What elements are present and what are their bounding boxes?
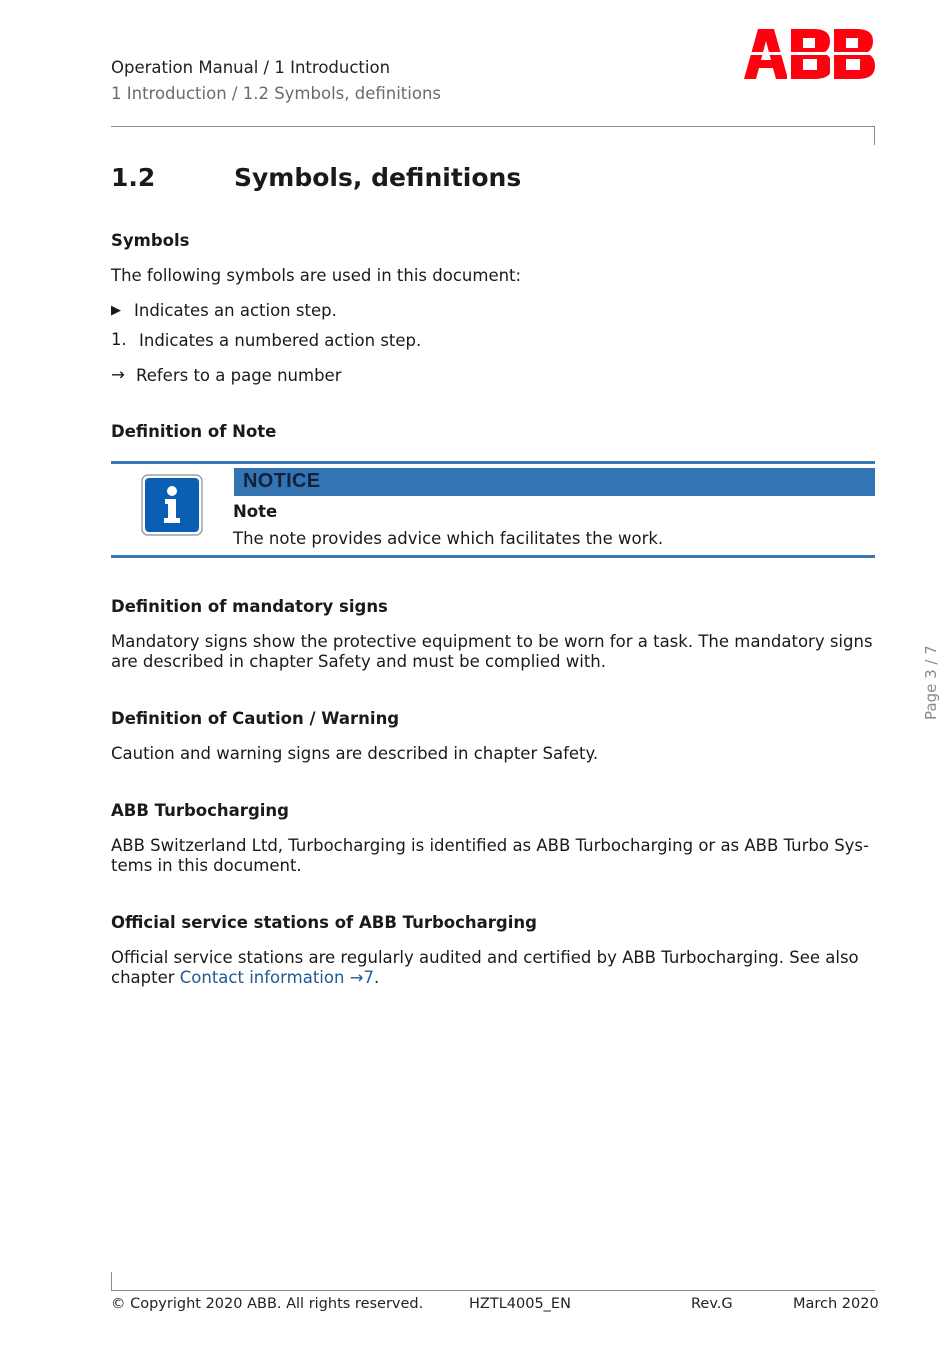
- header-breadcrumb-sub: 1 Introduction / 1.2 Symbols, definitions: [111, 84, 442, 103]
- footer-copyright: © Copyright 2020 ABB. All rights reserved.: [111, 1296, 424, 1312]
- turbo-text-line1: ABB Switzerland Ltd, Turbocharging is identified as ABB Turbocharging or as ABB Turbo Sys-: [111, 836, 869, 855]
- mandatory-text-line1: Mandatory signs show the protective equipment to be worn for a task. The mandatory signs: [111, 632, 873, 651]
- symbols-intro: The following symbols are used in this document:: [111, 266, 522, 285]
- service-text-prefix: chapter: [111, 968, 180, 987]
- action-step-icon: ▶: [111, 303, 121, 318]
- turbo-text-line2: tems in this document.: [111, 856, 302, 875]
- service-text-line2: [111, 967, 875, 988]
- section-title: Symbols, definitions: [234, 163, 522, 192]
- footer-revision: Rev.G: [691, 1296, 733, 1312]
- section-number: 1.2: [111, 163, 156, 192]
- header-divider-tick: [874, 126, 875, 145]
- symbol-item-numbered: Indicates a numbered action step.: [139, 331, 422, 350]
- caution-text: Caution and warning signs are described in chapter Safety.: [111, 744, 599, 763]
- note-text: The note provides advice which facilitates the work.: [233, 529, 664, 548]
- symbols-heading: Symbols: [111, 231, 190, 250]
- note-def-heading: Definition of Note: [111, 422, 277, 441]
- notice-banner: [234, 468, 875, 496]
- numbered-step-mark: 1.: [111, 330, 127, 349]
- arrow-right-icon: →: [111, 365, 125, 384]
- service-text-line1: Official service stations are regularly audited and certified by ABB Turbocharging. See also: [111, 948, 859, 967]
- info-icon: [141, 474, 203, 536]
- service-text-suffix: .: [374, 968, 380, 987]
- notice-label: NOTICE: [243, 470, 321, 492]
- abb-logo: [744, 29, 875, 79]
- caution-heading: Definition of Caution / Warning: [111, 709, 400, 728]
- notice-top-rule: [111, 461, 875, 464]
- mandatory-heading: Definition of mandatory signs: [111, 597, 388, 616]
- header-breadcrumb-main: Operation Manual / 1 Introduction: [111, 58, 391, 77]
- notice-bottom-rule: [111, 555, 875, 558]
- note-title: Note: [233, 502, 278, 521]
- header-divider: [111, 126, 875, 127]
- footer-divider: [111, 1290, 875, 1291]
- footer-divider-tick: [111, 1272, 112, 1291]
- page-indicator: Page 3 / 7: [922, 645, 940, 720]
- symbol-item-action: Indicates an action step.: [134, 301, 337, 320]
- contact-information-link[interactable]: Contact information →7: [179, 968, 375, 987]
- footer-date: March 2020: [793, 1296, 879, 1312]
- service-heading: Official service stations of ABB Turbocharging: [111, 913, 537, 932]
- turbo-heading: ABB Turbocharging: [111, 801, 289, 820]
- footer-doc-id: HZTL4005_EN: [469, 1296, 571, 1312]
- symbol-item-pageref: Refers to a page number: [136, 366, 342, 385]
- mandatory-text-line2: are described in chapter Safety and must be complied with.: [111, 652, 607, 671]
